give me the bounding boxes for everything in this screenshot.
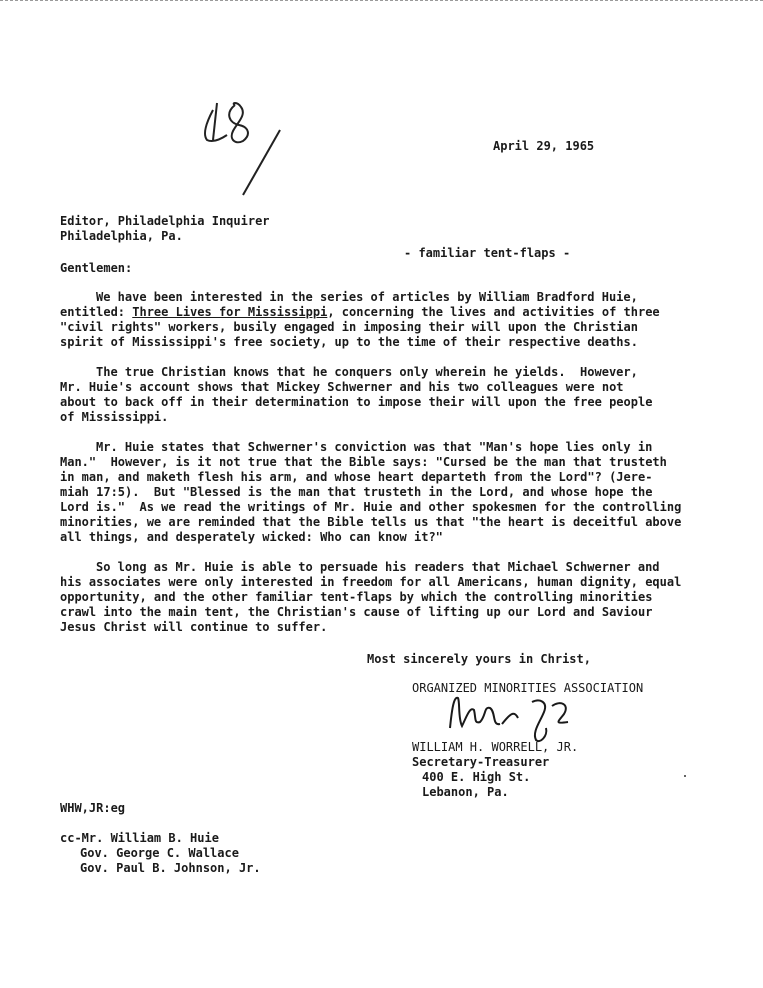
paragraph-4-line-5: Jesus Christ will continue to suffer. [60,620,328,634]
paragraph-4-line-4: crawl into the main tent, the Christian's cause of lifting up our Lord and Saviour [60,605,653,619]
organization-name: ORGANIZED MINORITIES ASSOCIATION [412,681,644,695]
paragraph-3-line-1: Mr. Huie states that Schwerner's conviction was that "Man's hope lies only in [96,440,653,454]
recipient-line-2: Philadelphia, Pa. [60,229,183,243]
paragraph-1 [60,290,710,350]
signature-icon [440,688,640,748]
typist-initials: WHW,JR:eg [60,801,126,815]
speck-icon [683,774,687,778]
signer-address-1: 400 E. High St. [422,770,531,784]
page-edge [0,0,763,1]
title-prefix: entitled: [60,305,133,319]
closing: Most sincerely yours in Christ, [367,652,591,666]
signer-address-2: Lebanon, Pa. [422,785,509,799]
cc-line-2: Gov. George C. Wallace [80,846,239,860]
paragraph-2-line-1: The true Christian knows that he conquers only wherein he yields. However, [96,365,638,379]
paragraph-1-line-1: We have been interested in the series of articles by William Bradford Huie, [96,290,638,304]
article-title: Three Lives for Mississippi [132,305,328,319]
subject-line: - familiar tent-flaps - [404,246,571,260]
paragraph-3-line-2: Man." However, is it not true that the Bible says: "Cursed be the man that trusteth [60,455,667,469]
paragraph-3-line-4: miah 17:5). But "Blessed is the man that trusteth in the Lord, and whose hope the [60,485,653,499]
signer-title: Secretary-Treasurer [412,755,550,769]
paragraph-2-line-4: of Mississippi. [60,410,169,424]
paragraph-2 [60,365,710,425]
paragraph-2-line-2: Mr. Huie's account shows that Mickey Schwerner and his two colleagues were not [60,380,624,394]
recipient-line-1: Editor, Philadelphia Inquirer [60,214,270,228]
paragraph-2-line-3: about to back off in their determination to impose their will upon the free people [60,395,653,409]
paragraph-4-line-3: opportunity, and the other familiar tent-flaps by which the controlling minorities [60,590,653,604]
cc-line-1: cc-Mr. William B. Huie [60,831,219,845]
title-suffix: , concerning the lives and activities of three [327,305,660,319]
paragraph-3-line-5: Lord is." As we read the writings of Mr. Huie and other spokesmen for the controlling [60,500,682,514]
cc-line-3: Gov. Paul B. Johnson, Jr. [80,861,261,875]
paragraph-4 [60,560,710,635]
paragraph-1-line-3: "civil rights" workers, busily engaged in imposing their will upon the Christian [60,320,638,334]
paragraph-4-line-2: his associates were only interested in freedom for all Americans, human dignity, equal [60,575,682,589]
paragraph-3-line-6: minorities, we are reminded that the Bible tells us that "the heart is deceitful above [60,515,682,529]
signer-name: WILLIAM H. WORRELL, JR. [412,740,579,754]
paragraph-3-line-3: in man, and maketh flesh his arm, and whose heart departeth from the Lord"? (Jere- [60,470,653,484]
paragraph-4-line-1: So long as Mr. Huie is able to persuade his readers that Michael Schwerner and [96,560,660,574]
paragraph-1-line-4: spirit of Mississippi's free society, up to the time of their respective deaths. [60,335,638,349]
letter-date: April 29, 1965 [493,139,595,153]
handwritten-mark-icon [195,95,315,205]
paragraph-3-line-7: all things, and desperately wicked: Who can know it?" [60,530,443,544]
paragraph-3 [60,440,710,545]
salutation: Gentlemen: [60,261,133,275]
paragraph-1-line-2 [60,305,710,320]
